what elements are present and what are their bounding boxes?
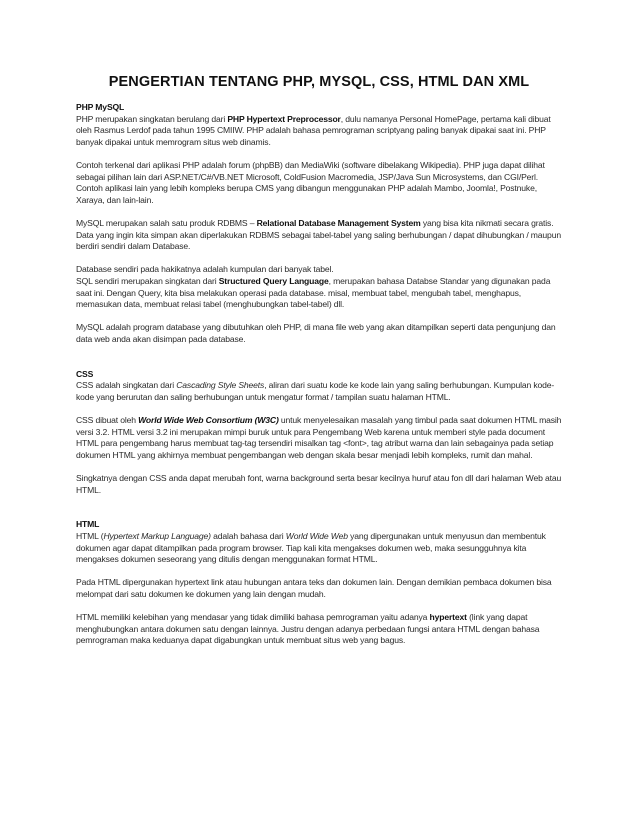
- emphasis-text: Structured Query Language: [218, 275, 329, 286]
- paragraph: [76, 612, 566, 647]
- paragraph: [76, 160, 566, 206]
- paragraph: [76, 473, 566, 496]
- emphasis-text: PHP Hypertext Preprocessor: [227, 113, 341, 124]
- body-text: , dulu namanya Personal HomePage, pertama kali dibuat oleh Rasmus Lerdof pada tahun 1995 CMIIW. PHP adalah bahasa pemrograman scriptyang paling banyak dipakai saat ini. PHP banyak dipakai untuk memrogram situs web dinamis.: [76, 113, 551, 147]
- document-title: PENGERTIAN TENTANG PHP, MYSQL, CSS, HTML DAN XML: [108, 74, 530, 90]
- body-text: SQL sendiri merupakan singkatan dari: [76, 275, 219, 286]
- body-text: CSS adalah singkatan dari: [76, 380, 177, 391]
- emphasis-text: Cascading Style Sheets: [176, 380, 265, 391]
- section-spacer: [76, 508, 566, 520]
- section-spacer: [76, 357, 566, 369]
- emphasis-text: World Wide Web Consortium (W3C): [138, 415, 279, 426]
- body-text: Pada HTML dipergunakan hypertext link atau hubungan antara teks dan dokumen lain. Dengan demikian pembaca dokumen bisa melompat dari satu dokumen ke dokumen yang lain dengan mudah.: [76, 577, 552, 599]
- body-text: adalah bahasa dari: [210, 530, 286, 541]
- paragraph: [76, 322, 566, 345]
- section-heading-html: HTML: [76, 519, 100, 530]
- paragraph: [76, 577, 566, 600]
- paragraph: [76, 276, 566, 311]
- paragraph: [76, 531, 566, 566]
- body-text: yang dipergunakan untuk menyusun dan membentuk dokumen agar dapat ditampilkan pada program browser. Tiap kali kita mengakses dokumen web, maka sesungguhnya kita mengakses dokumen seseorang yang ditulis dengan menggunakan format HTML.: [76, 530, 546, 565]
- body-text: MySQL merupakan salah satu produk RDBMS –: [76, 217, 257, 228]
- paragraph: [76, 264, 566, 276]
- section-heading-css: CSS: [76, 368, 94, 379]
- body-text: HTML (: [76, 530, 104, 541]
- body-text: MySQL adalah program database yang dibutuhkan oleh PHP, di mana file web yang akan ditampilkan seperti data pengunjung dan data web anda akan disimpan pada database.: [76, 322, 556, 344]
- paragraph: [76, 114, 566, 149]
- body-text: PHP merupakan singkatan berulang dari: [76, 113, 228, 124]
- body-text: Database sendiri pada hakikatnya adalah kumpulan dari banyak tabel.: [76, 264, 334, 275]
- body-text: untuk menyelesaikan masalah yang timbul pada saat dokumen HTML masih versi 3.2. HTML versi 3.2 ini merupakan mimpi buruk untuk para Pengembang Web karena untuk memberi style pada document HTML para pengembang harus membuat tag-tag tersendiri misalkan tag <font>, tag atribut warna dan lain sebagainya pada setiap dokumen HTML yang akhirnya membuat pengembangan web dengan skala besar menjadi lebih kompleks, rumit dan mahal.: [76, 415, 562, 460]
- body-text: HTML memiliki kelebihan yang mendasar yang tidak dimiliki bahasa pemrograman yaitu adanya: [76, 612, 430, 623]
- emphasis-text: Hypertext Markup Language): [103, 530, 211, 541]
- body-text: (link yang dapat menghubungkan antara dokumen satu dengan lainnya. Justru dengan adanya perbedaan fungsi antara HTML dengan bahasa pemrograman maka keduanya dapat digabungkan untuk membuat situs web yang bagus.: [76, 612, 540, 646]
- section-heading-php-mysql: PHP MySQL: [76, 102, 125, 112]
- paragraph: [76, 415, 566, 461]
- body-text: , aliran dari suatu kode ke kode lain yang saling berhubungan. Kumpulan kode-kode yang berurutan dan saling berhubungan untuk mengatur format / tampilan suatu halaman HTML.: [76, 380, 555, 402]
- body-text: , merupakan bahasa Databse Standar yang digunakan pada saat ini. Dengan Query, kita bisa melakukan operasi pada database. misal, membuat tabel, mengubah tabel, menghapus, memasukan data, membuat relasi tabel (menghubungkan tabel-tabel) dll.: [76, 275, 551, 310]
- emphasis-text: World Wide Web: [285, 530, 348, 541]
- body-text: Singkatnya dengan CSS anda dapat merubah font, warna background serta besar kecilnya huruf atau fon dll dari halaman Web atau HTML.: [76, 473, 562, 495]
- emphasis-text: Relational Database Management System: [256, 217, 421, 228]
- body-text: CSS dibuat oleh: [76, 415, 139, 426]
- paragraph: [76, 380, 566, 403]
- document-body: [76, 102, 566, 659]
- emphasis-text: hypertext: [429, 612, 467, 623]
- body-text: yang bisa kita nikmati secara gratis. Data yang ingin kita simpan akan diperlakukan RDBMS sebagai tabel-tabel yang saling berhubungan / dapat dihubungkan / maupun berdiri sendiri dalam Database.: [76, 217, 561, 252]
- body-text: Contoh terkenal dari aplikasi PHP adalah forum (phpBB) dan MediaWiki (software dibelakang Wikipedia). PHP juga dapat dilihat sebagai pilihan lain dari ASP.NET/C#/VB.NET Microsoft, ColdFusion Macromedia, JSP/Java Sun Microsystems, dan CGI/Perl. Contoh aplikasi lain yang lebih kompleks berupa CMS yang dibangun menggunakan PHP adalah Mambo, Joomla!, Postnuke, Xaraya, dan lain-lain.: [76, 159, 545, 205]
- paragraph: [76, 218, 566, 253]
